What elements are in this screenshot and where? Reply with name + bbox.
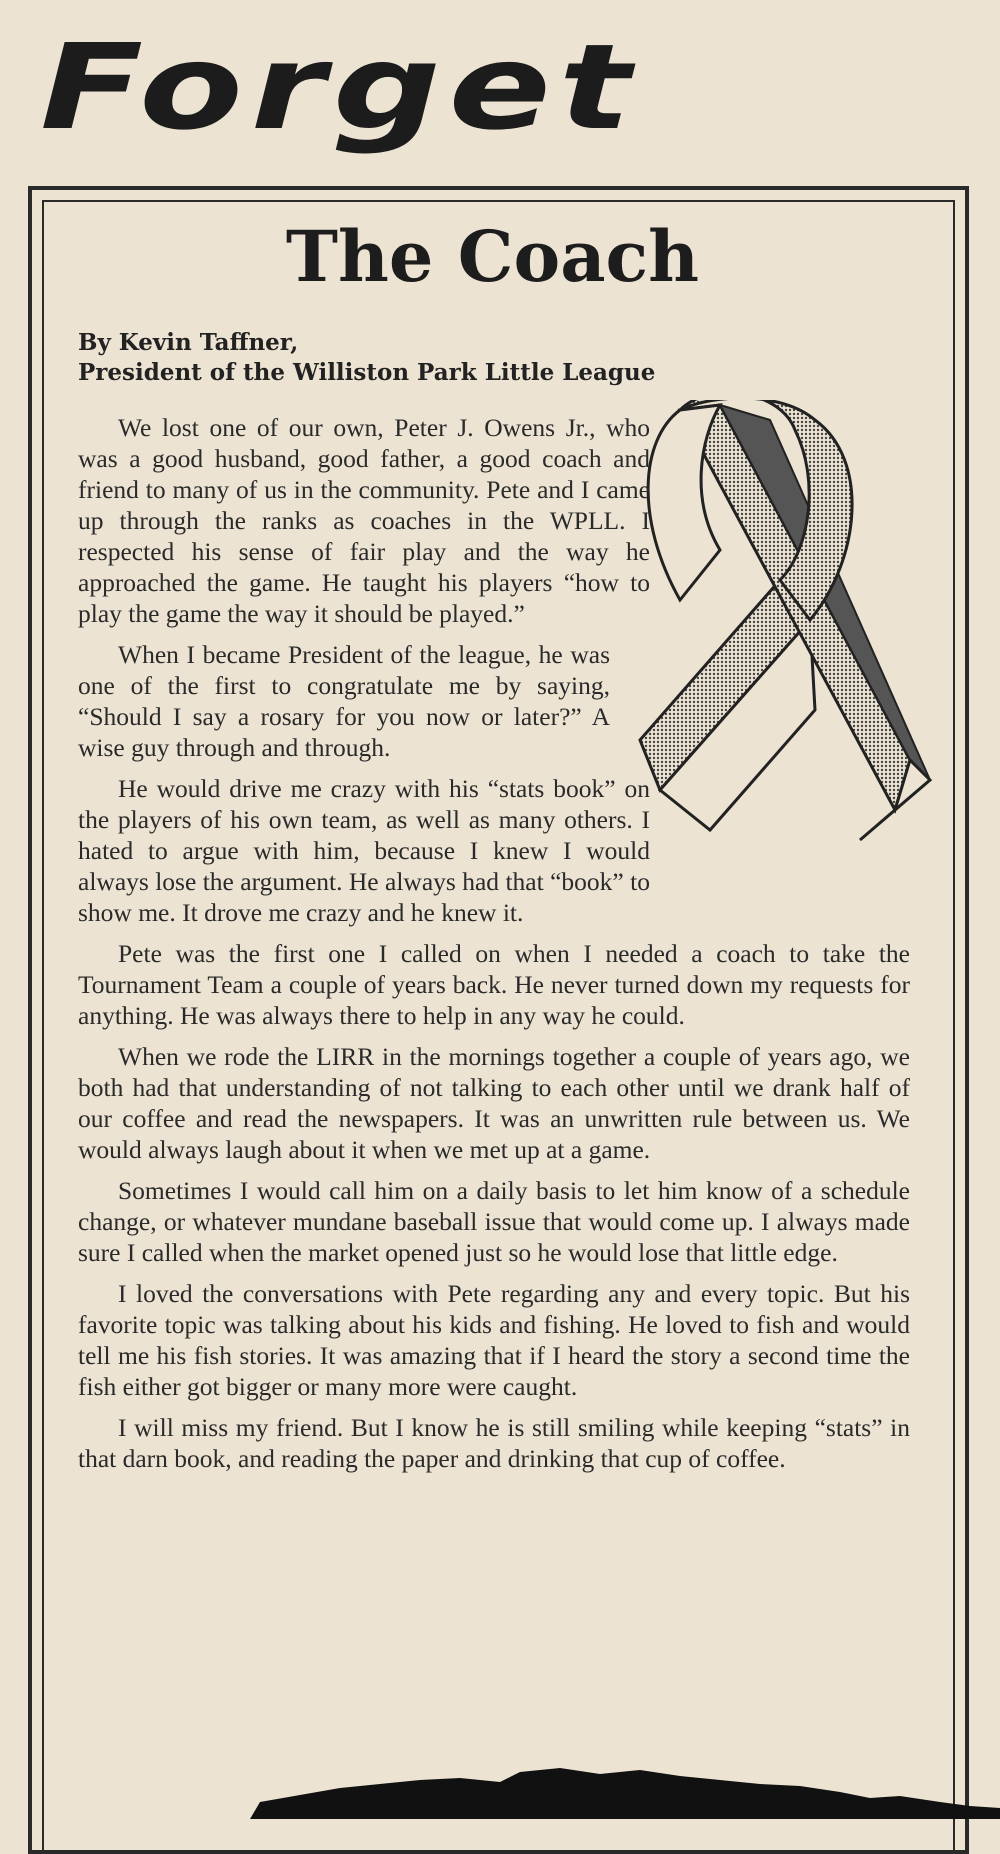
- article-body: [78, 412, 910, 1484]
- paragraph: Pete was the first one I called on when I needed a coach to take the Tournament Team a couple of years back. He never turned down my requests for anything. He was always there to help in any way he could.: [78, 939, 910, 1030]
- paragraph: We lost one of our own, Peter J. Owens Jr., who was a good husband, good father, a good coach and friend to many of us in the community. Pete and I came up through the ranks as coaches in the WPLL. I respected his sense of fair play and the way he approached the game. He taught his players “how to play the game the way it should be played.”: [78, 413, 650, 628]
- byline-role: President of the Williston Park Little League: [78, 359, 656, 386]
- paragraph: Sometimes I would call him on a daily basis to let him know of a schedule change, or whatever mundane baseball issue that would come up. I always made sure I called when the market opened just so he would lose that little edge.: [78, 1176, 910, 1267]
- section-headline: Forget: [40, 18, 639, 156]
- torn-edge: [0, 1740, 1000, 1819]
- byline-author: By Kevin Taffner,: [78, 329, 299, 356]
- paragraph: He would drive me crazy with his “stats book” on the players of his own team, as well as many others. I hated to argue with him, because I knew I would always lose the argument. He always had that “book” to show me. It drove me crazy and he knew it.: [78, 774, 650, 927]
- article-title: The Coach: [285, 215, 700, 298]
- paragraph: When we rode the LIRR in the mornings together a couple of years ago, we both had that understanding of not talking to each other until we drank half of our coffee and read the newspapers. It was an unwritten rule between us. We would always laugh about it when we met up at a game.: [78, 1042, 910, 1164]
- paragraph: When I became President of the league, he was one of the first to congratulate me by saying, “Should I say a rosary for you now or later?” A wise guy through and through.: [78, 640, 610, 762]
- paragraph: I will miss my friend. But I know he is still smiling while keeping “stats” in that darn book, and reading the paper and drinking that cup of coffee.: [78, 1413, 910, 1473]
- byline: [78, 328, 655, 388]
- paragraph: I loved the conversations with Pete regarding any and every topic. But his favorite topic was talking about his kids and fishing. He loved to fish and would tell me his fish stories. It was amazing that if I heard the story a second time the fish either got bigger or many more were caught.: [78, 1279, 910, 1401]
